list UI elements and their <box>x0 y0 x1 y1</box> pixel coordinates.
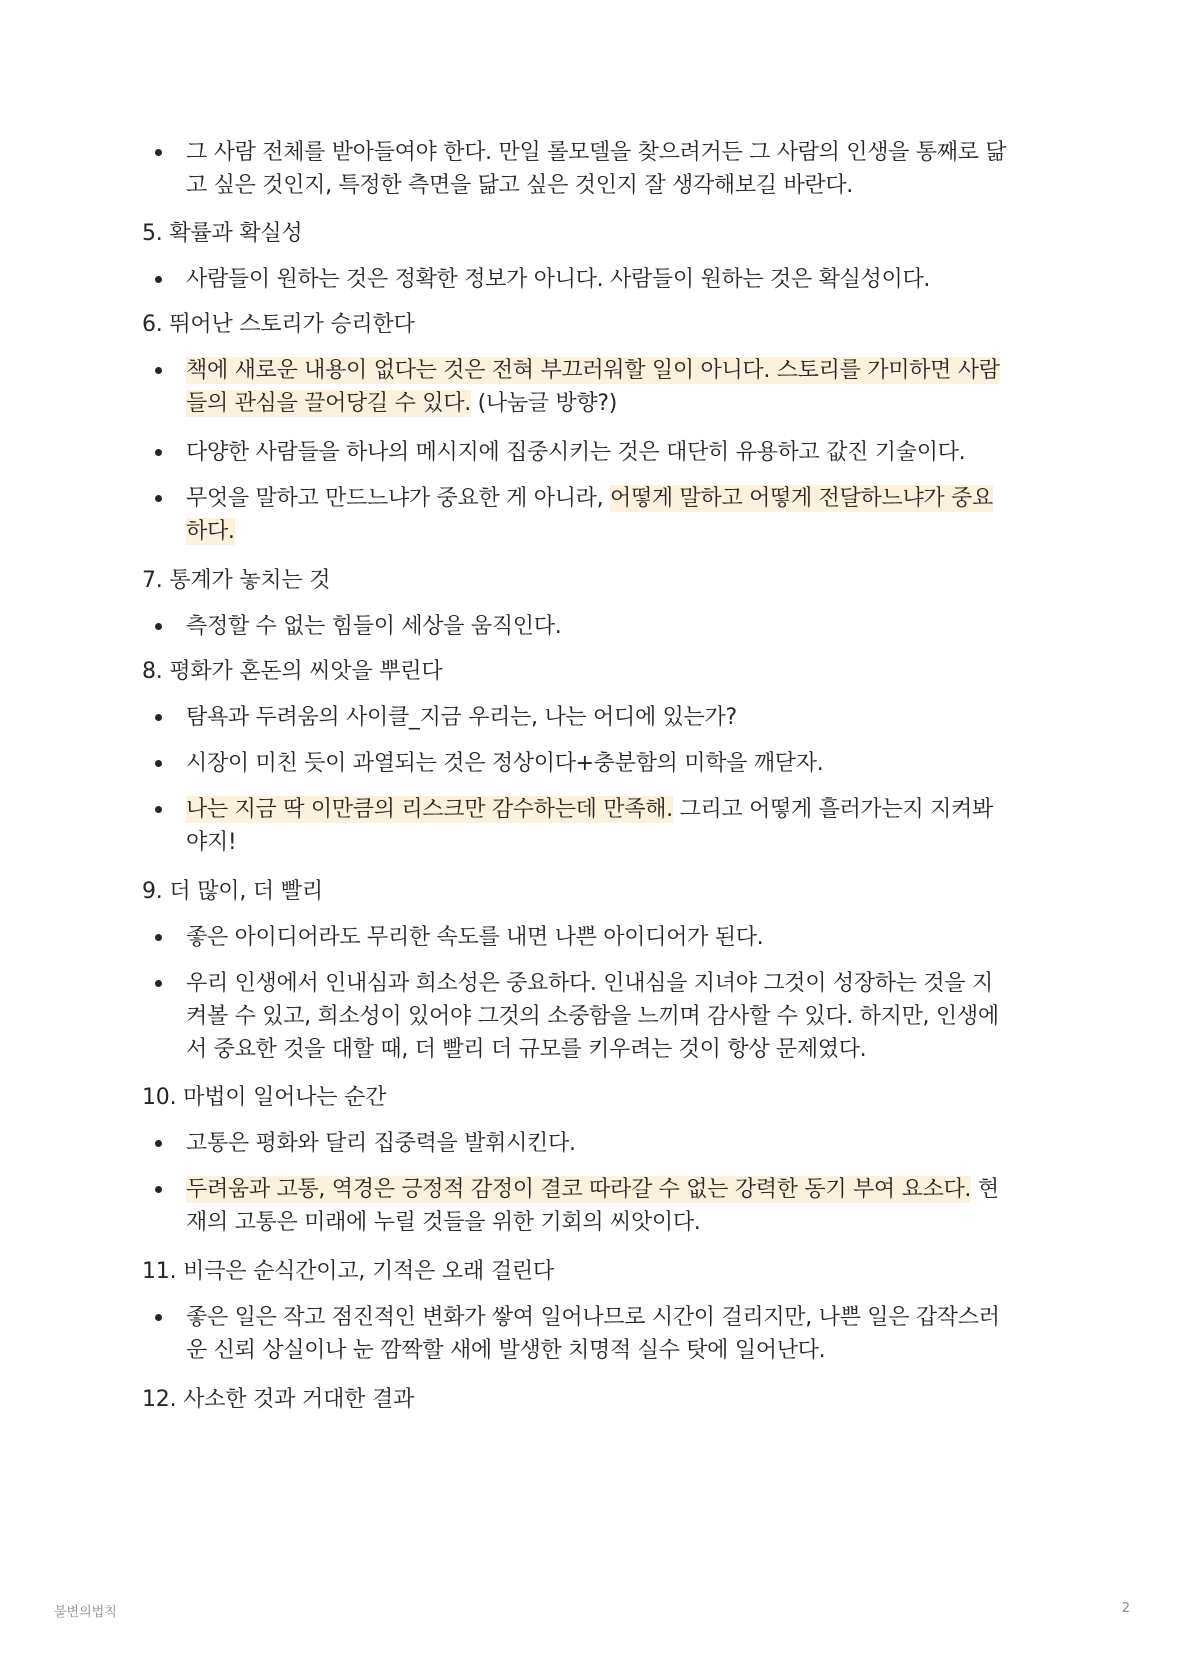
bullet-line <box>186 171 853 201</box>
bullet-dot-icon <box>155 760 162 767</box>
bullet-line <box>186 749 823 779</box>
bullet-line <box>186 389 617 419</box>
bullet-item <box>155 969 1045 1068</box>
bullet-line <box>186 1208 701 1238</box>
bullet-line <box>186 612 561 642</box>
text-segment: 다양한 사람들을 하나의 메시지에 집중시키는 것은 대단히 유용하고 값진 기술이다. <box>186 440 966 465</box>
highlighted-text: 하다. <box>186 519 235 544</box>
bullet-line <box>186 795 993 825</box>
bullet-line <box>186 356 1000 386</box>
bullet-dot-icon <box>155 149 162 156</box>
text-segment: 그리고 어떻게 흘러가는지 지켜봐 <box>672 797 993 822</box>
section-heading: 12. 사소한 것과 거대한 결과 <box>142 1387 415 1412</box>
page-number: 2 <box>1121 1601 1130 1616</box>
bullet-line <box>186 1336 825 1366</box>
bullet-dot-icon <box>155 1140 162 1147</box>
highlighted-text: 두려움과 고통, 역경은 긍정적 감정이 결코 따라갈 수 없는 강력한 동기 부여 요소다. <box>186 1177 972 1202</box>
bullet-dot-icon <box>155 367 162 374</box>
bullet-line <box>186 138 1006 168</box>
bullet-line <box>186 484 993 514</box>
bullet-line <box>186 828 236 858</box>
bullet-line <box>186 265 930 295</box>
section-heading: 11. 비극은 순식간이고, 기적은 오래 걸린다 <box>142 1259 554 1284</box>
bullet-dot-icon <box>155 495 162 502</box>
section-heading: 7. 통계가 놓치는 것 <box>142 568 331 593</box>
bullet-line <box>186 703 737 733</box>
bullet-item <box>155 612 1045 645</box>
text-segment: 우리 인생에서 인내심과 희소성은 중요하다. 인내심을 지녀야 그것이 성장하는 것을 지 <box>186 971 993 996</box>
text-segment: 고 싶은 것인지, 특정한 측면을 닮고 싶은 것인지 잘 생각해보길 바란다. <box>186 173 853 198</box>
section-heading: 6. 뛰어난 스토리가 승리한다 <box>142 312 415 337</box>
highlighted-text: 들의 관심을 끌어당길 수 있다. <box>186 391 471 416</box>
text-segment: 시장이 미친 듯이 과열되는 것은 정상이다+충분함의 미학을 깨닫자. <box>186 751 824 776</box>
text-segment: 운 신뢰 상실이나 눈 깜짝할 새에 발생한 치명적 실수 탓에 일어난다. <box>186 1338 826 1363</box>
bullet-dot-icon <box>155 714 162 721</box>
bullet-item <box>155 749 1045 782</box>
bullet-dot-icon <box>155 623 162 630</box>
highlighted-text: 책에 새로운 내용이 없다는 것은 전혀 부끄러워할 일이 아니다. 스토리를 가미하면 사람 <box>186 358 1000 383</box>
bullet-item <box>155 923 1045 956</box>
text-segment: 사람들이 원하는 것은 정확한 정보가 아니다. 사람들이 원하는 것은 확실성이다. <box>186 267 931 292</box>
bullet-item <box>155 1175 1045 1241</box>
text-segment: 서 중요한 것을 대할 때, 더 빨리 더 규모를 키우려는 것이 항상 문제였다. <box>186 1037 867 1062</box>
text-segment: 좋은 일은 작고 점진적인 변화가 쌓여 일어나므로 시간이 걸리지만, 나쁜 일은 갑작스러 <box>186 1305 1000 1330</box>
bullet-dot-icon <box>155 980 162 987</box>
bullet-dot-icon <box>155 276 162 283</box>
text-segment: 탐욕과 두려움의 사이클_지금 우리는, 나는 어디에 있는가? <box>186 705 737 730</box>
text-segment: 측정할 수 없는 힘들이 세상을 움직인다. <box>186 614 562 639</box>
bullet-item <box>155 484 1045 550</box>
text-segment: 고통은 평화와 달리 집중력을 발휘시킨다. <box>186 1131 576 1156</box>
bullet-item <box>155 1129 1045 1162</box>
bullet-line <box>186 438 965 468</box>
text-segment: 그 사람 전체를 받아들여야 한다. 만일 롤모델을 찾으려거든 그 사람의 인생을 통째로 닮 <box>186 140 1007 165</box>
highlighted-text: 어떻게 말하고 어떻게 전달하느냐가 중요 <box>610 486 993 511</box>
section-heading: 10. 마법이 일어나는 순간 <box>142 1085 387 1110</box>
text-segment: 야지! <box>186 830 237 855</box>
text-segment: (나눔글 방향?) <box>470 391 617 416</box>
bullet-dot-icon <box>155 806 162 813</box>
bullet-line <box>186 517 235 547</box>
bullet-item <box>155 1303 1045 1369</box>
bullet-line <box>186 969 993 999</box>
bullet-dot-icon <box>155 449 162 456</box>
bullet-line <box>186 1002 999 1032</box>
bullet-line <box>186 1035 866 1065</box>
bullet-line <box>186 923 763 953</box>
footer-title: 불변의법칙 <box>54 1605 117 1620</box>
section-heading: 8. 평화가 혼돈의 씨앗을 뿌린다 <box>142 659 443 684</box>
text-segment: 무엇을 말하고 만드느냐가 중요한 게 아니라, <box>186 486 610 511</box>
bullet-dot-icon <box>155 1186 162 1193</box>
bullet-dot-icon <box>155 934 162 941</box>
section-heading: 9. 더 많이, 더 빨리 <box>142 879 323 904</box>
bullet-item <box>155 265 1045 298</box>
text-segment: 켜볼 수 있고, 희소성이 있어야 그것의 소중함을 느끼며 감사할 수 있다. 하지만, 인생에 <box>186 1004 999 1029</box>
text-segment: 현 <box>971 1177 999 1202</box>
bullet-line <box>186 1303 1000 1333</box>
text-segment: 재의 고통은 미래에 누릴 것들을 위한 기회의 씨앗이다. <box>186 1210 701 1235</box>
bullet-item <box>155 703 1045 736</box>
bullet-item <box>155 795 1045 861</box>
bullet-line <box>186 1129 576 1159</box>
bullet-line <box>186 1175 999 1205</box>
text-segment: 좋은 아이디어라도 무리한 속도를 내면 나쁜 아이디어가 된다. <box>186 925 764 950</box>
section-heading: 5. 확률과 확실성 <box>142 221 303 246</box>
bullet-item <box>155 356 1045 422</box>
bullet-item <box>155 138 1045 204</box>
bullet-dot-icon <box>155 1314 162 1321</box>
bullet-item <box>155 438 1045 471</box>
highlighted-text: 나는 지금 딱 이만큼의 리스크만 감수하는데 만족해. <box>186 797 673 822</box>
